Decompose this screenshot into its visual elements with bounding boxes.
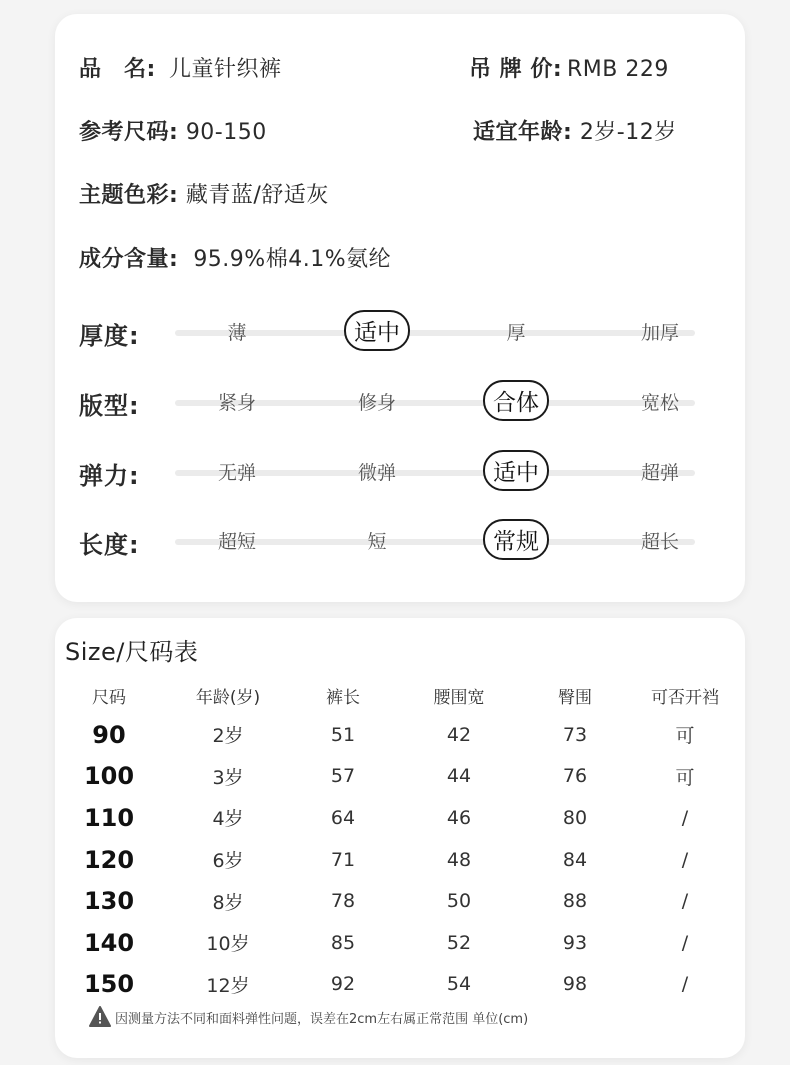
table-cell: 10岁 [206,933,250,956]
scale-option-selected: 适中 [483,450,549,491]
scale-option: 短 [367,531,387,553]
scale-option: 无弹 [217,462,256,484]
table-cell: 93 [562,931,588,954]
table-cell: 3岁 [212,766,244,789]
scale-option: 超短 [217,531,256,553]
product-name-label: 品 名: [79,57,156,82]
table-cell: / [681,806,689,829]
column-header: 裤长 [326,687,360,708]
scale-title: 弹力: [79,462,140,490]
table-cell: 78 [330,890,356,913]
table-cell: / [681,848,689,871]
table-cell: 6岁 [212,850,244,873]
column-header: 腰围宽 [433,687,485,708]
scale-row [55,308,745,358]
table-cell: 73 [562,723,588,746]
table-cell: 88 [562,890,588,913]
table-cell: 120 [83,845,135,874]
column-header: 尺码 [92,687,126,708]
table-row [55,756,745,798]
scale-option: 超长 [640,531,679,553]
material-value: 95.9%棉4.1%氨纶 [193,247,392,272]
table-cell: / [681,931,689,954]
table-row [55,714,745,756]
table-cell: 140 [83,928,135,957]
product-name [79,52,282,83]
table-cell: / [681,890,689,913]
tag-price-value: RMB 229 [567,57,669,82]
material-composition [79,242,391,273]
theme-color [79,178,329,209]
table-cell: 46 [446,806,472,829]
table-cell: 85 [330,931,356,954]
table-cell: 51 [330,723,356,746]
table-cell: 42 [446,723,472,746]
table-cell: 12岁 [206,974,250,997]
size-chart-title: Size/尺码表 [65,638,199,666]
table-cell: 100 [83,762,135,791]
table-cell: 71 [330,848,356,871]
scale-title: 长度: [79,531,140,559]
scale-title: 版型: [79,392,140,420]
table-row [55,964,745,1006]
table-cell: 64 [330,806,356,829]
table-cell: 80 [562,806,588,829]
scale-option: 微弹 [357,462,396,484]
scale-option: 紧身 [217,392,256,414]
suitable-age-value: 2岁-12岁 [579,120,677,145]
theme-color-label: 主题色彩: [79,183,179,208]
table-cell: 8岁 [212,891,244,914]
scale-option: 修身 [357,392,396,414]
table-cell: 110 [83,803,135,832]
table-row [55,797,745,839]
table-cell: 57 [330,765,356,788]
table-cell: 150 [83,970,135,999]
tag-price [469,52,669,83]
table-cell: 90 [92,720,126,749]
product-info-card [55,14,745,602]
column-header: 年龄(岁) [195,687,261,708]
table-cell: 可 [675,766,695,789]
table-cell: 48 [446,848,472,871]
scale-row [55,517,745,567]
table-cell: 2岁 [212,725,244,748]
scale-option: 宽松 [640,392,679,414]
material-label: 成分含量: [79,247,179,272]
table-cell: 54 [446,973,472,996]
column-header: 可否开裆 [651,687,719,708]
scale-option: 加厚 [640,322,679,344]
scale-option-selected: 常规 [483,519,549,560]
reference-size [79,115,267,146]
measurement-note-text: 因测量方法不同和面料弹性问题，误差在2cm左右属正常范围 单位(cm) [115,1011,529,1027]
size-chart-card [55,618,745,1058]
reference-size-label: 参考尺码: [79,120,179,145]
product-name-value: 儿童针织裤 [169,57,282,82]
table-row [55,922,745,964]
table-cell: 130 [83,887,135,916]
table-cell: 98 [562,973,588,996]
suitable-age-label: 适宜年龄: [473,120,573,145]
tag-price-label: 吊 牌 价: [469,57,563,82]
scale-option: 超弹 [640,462,679,484]
table-cell: 可 [675,725,695,748]
table-cell: 92 [330,973,356,996]
table-cell: 76 [562,765,588,788]
scale-row [55,448,745,498]
scale-option-selected: 合体 [483,380,549,421]
table-row [55,839,745,881]
table-cell: 44 [446,765,472,788]
scale-option: 厚 [506,322,526,344]
table-cell: 4岁 [212,808,244,831]
size-table [55,676,745,1005]
table-cell: 52 [446,931,472,954]
measurement-note [89,1006,528,1028]
reference-size-value: 90-150 [185,120,267,145]
suitable-age [473,115,677,146]
scale-option-selected: 适中 [344,310,410,351]
theme-color-value: 藏青蓝/舒适灰 [185,183,329,208]
table-cell: 50 [446,890,472,913]
table-cell: / [681,973,689,996]
table-row [55,880,745,922]
column-header: 臀围 [558,687,592,708]
scale-option: 薄 [227,322,247,344]
scale-title: 厚度: [79,322,140,350]
scale-row [55,378,745,428]
warning-icon [89,1006,111,1028]
size-table-header [55,676,745,714]
table-cell: 84 [562,848,588,871]
